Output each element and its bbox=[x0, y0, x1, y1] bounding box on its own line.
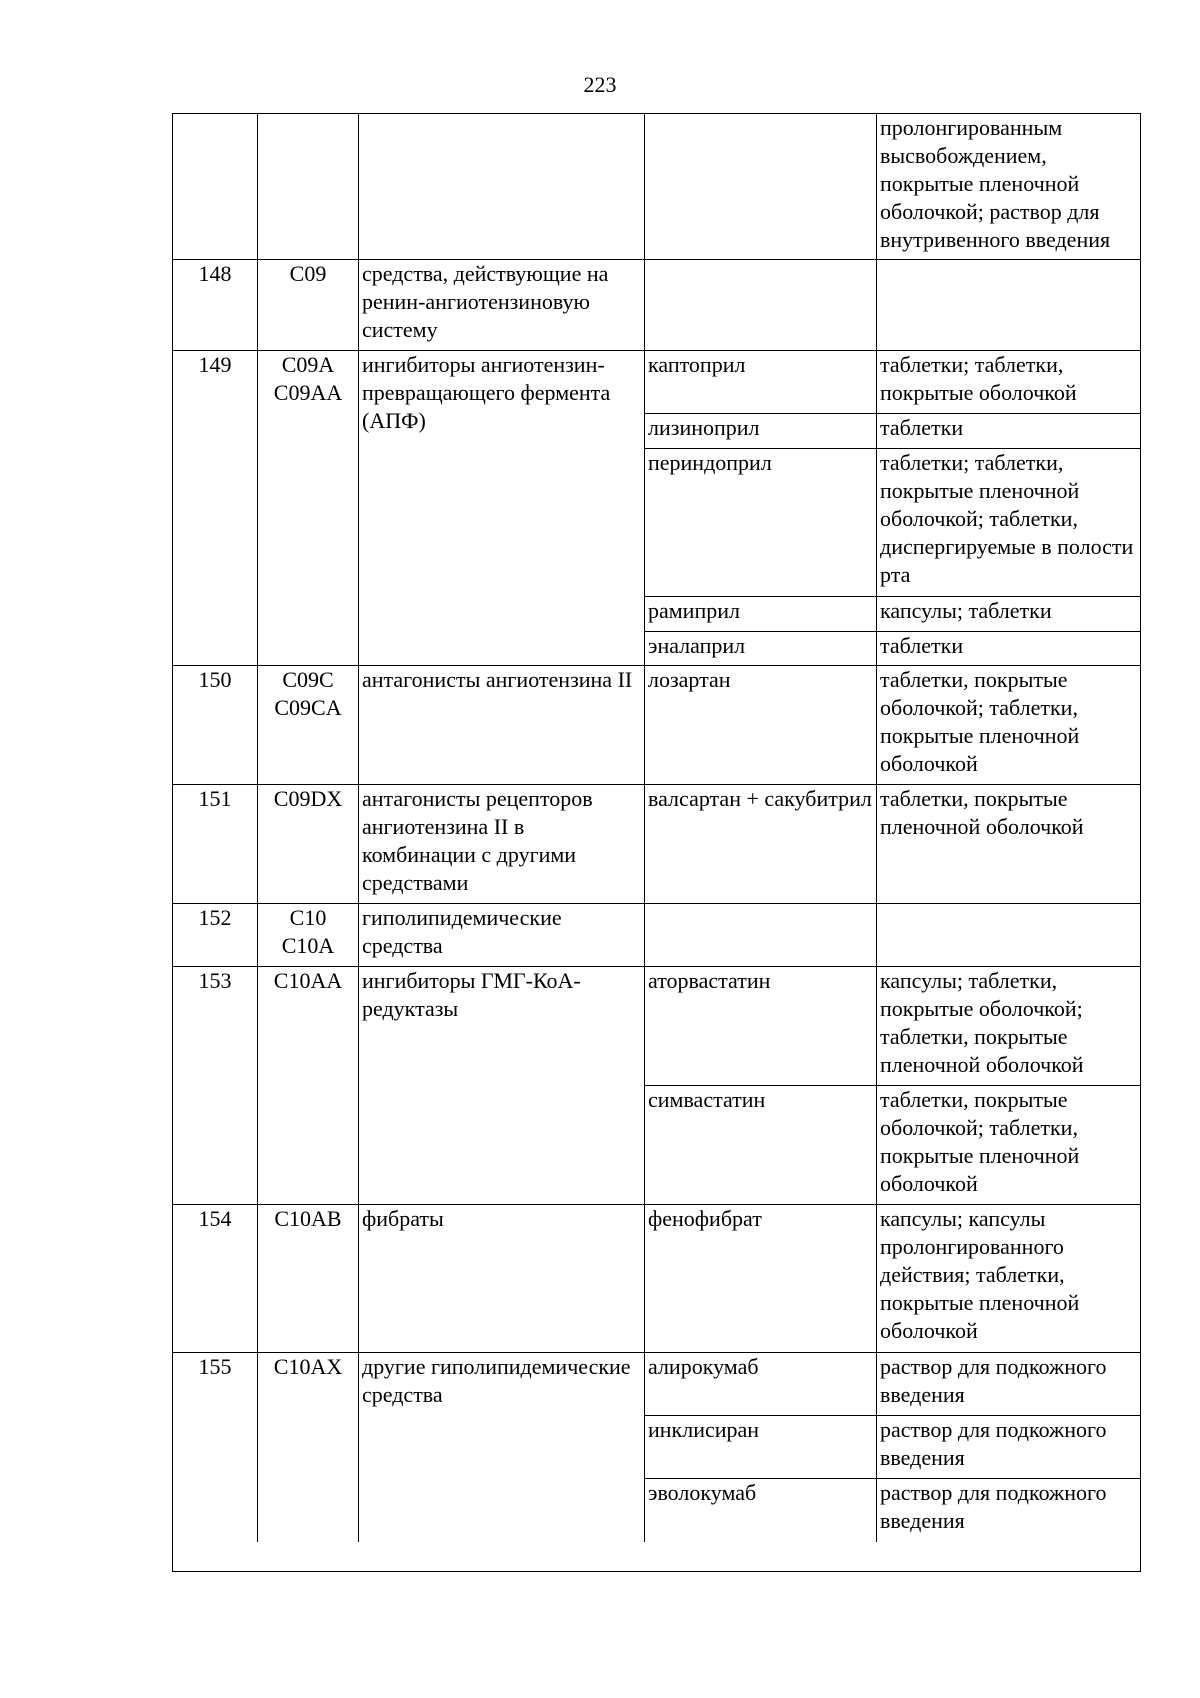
atc-code: C10AA bbox=[258, 967, 359, 1205]
table-row bbox=[173, 114, 1141, 260]
drug-table-frame bbox=[172, 113, 1141, 1572]
dosage-form: таблетки, покрытые оболочкой; таблетки, покрытые пленочной оболочкой bbox=[877, 666, 1141, 785]
drug-name: лозартан bbox=[645, 666, 877, 785]
table-row bbox=[173, 1353, 1141, 1416]
dosage-form bbox=[877, 904, 1141, 967]
dosage-form: таблетки bbox=[877, 632, 1141, 666]
dosage-form: капсулы; таблетки bbox=[877, 597, 1141, 632]
table-row bbox=[173, 785, 1141, 904]
atc-code: C10AB bbox=[258, 1205, 359, 1353]
dosage-form: раствор для подкожного введения bbox=[877, 1416, 1141, 1479]
table-row bbox=[173, 904, 1141, 967]
group-name: фибраты bbox=[359, 1205, 645, 1353]
drug-name: инклисиран bbox=[645, 1416, 877, 1479]
group-name: средства, действующие на ренин-ангиотензиновую систему bbox=[359, 260, 645, 351]
atc-code-line: C09A bbox=[281, 352, 335, 377]
row-number: 148 bbox=[173, 260, 258, 351]
page-number: 223 bbox=[583, 72, 617, 97]
atc-code: C09 bbox=[258, 260, 359, 351]
table-row bbox=[173, 967, 1141, 1086]
drug-name: фенофибрат bbox=[645, 1205, 877, 1353]
dosage-form: капсулы; таблетки, покрытые оболочкой; таблетки, покрытые пленочной оболочкой bbox=[877, 967, 1141, 1086]
atc-code bbox=[258, 666, 359, 785]
row-number: 153 bbox=[173, 967, 258, 1205]
atc-code-line: C09AA bbox=[273, 380, 343, 405]
atc-code bbox=[258, 114, 359, 260]
table-row bbox=[173, 260, 1141, 351]
drug-name bbox=[645, 260, 877, 351]
atc-code bbox=[258, 904, 359, 967]
group-name: антагонисты ангиотензина II bbox=[359, 666, 645, 785]
row-number: 154 bbox=[173, 1205, 258, 1353]
dosage-form: таблетки; таблетки, покрытые пленочной оболочкой; таблетки, диспергируемые в полости рта bbox=[877, 449, 1141, 597]
group-name: антагонисты рецепторов ангиотензина II в комбинации с другими средствами bbox=[359, 785, 645, 904]
atc-code: C09DX bbox=[258, 785, 359, 904]
drug-name: периндоприл bbox=[645, 449, 877, 597]
drug-name: аторвастатин bbox=[645, 967, 877, 1086]
dosage-form: таблетки bbox=[877, 414, 1141, 449]
table-row bbox=[173, 351, 1141, 414]
atc-code-line: C09C bbox=[282, 667, 334, 692]
row-number: 151 bbox=[173, 785, 258, 904]
group-name: гиполипидемические средства bbox=[359, 904, 645, 967]
drug-name: эволокумаб bbox=[645, 1479, 877, 1542]
drug-name: алирокумаб bbox=[645, 1353, 877, 1416]
dosage-form: раствор для подкожного введения bbox=[877, 1479, 1141, 1542]
drug-name: лизиноприл bbox=[645, 414, 877, 449]
atc-code-line: C09CA bbox=[274, 695, 342, 720]
group-name: другие гиполипидемические средства bbox=[359, 1353, 645, 1542]
drug-name bbox=[645, 114, 877, 260]
drug-name: валсартан + сакубитрил bbox=[645, 785, 877, 904]
atc-code bbox=[258, 351, 359, 666]
drug-name: эналаприл bbox=[645, 632, 877, 666]
dosage-form: таблетки, покрытые пленочной оболочкой bbox=[877, 785, 1141, 904]
dosage-form: таблетки; таблетки, покрытые оболочкой bbox=[877, 351, 1141, 414]
atc-code: C10AX bbox=[258, 1353, 359, 1542]
atc-code-line: C10A bbox=[281, 933, 335, 958]
group-name: ингибиторы ГМГ-КоА-редуктазы bbox=[359, 967, 645, 1205]
drug-name bbox=[645, 904, 877, 967]
dosage-form: пролонгированным высвобождением, покрытые пленочной оболочкой; раствор для внутривенного введения bbox=[877, 114, 1141, 260]
dosage-form bbox=[877, 260, 1141, 351]
group-name bbox=[359, 114, 645, 260]
row-number: 152 bbox=[173, 904, 258, 967]
drug-name: симвастатин bbox=[645, 1086, 877, 1205]
row-number bbox=[173, 114, 258, 260]
group-name: ингибиторы ангиотензин-превращающего фермента (АПФ) bbox=[359, 351, 645, 666]
drug-table bbox=[172, 113, 1141, 1542]
dosage-form: раствор для подкожного введения bbox=[877, 1353, 1141, 1416]
row-number: 150 bbox=[173, 666, 258, 785]
drug-name: рамиприл bbox=[645, 597, 877, 632]
atc-code-line: C10 bbox=[289, 905, 327, 930]
dosage-form: таблетки, покрытые оболочкой; таблетки, покрытые пленочной оболочкой bbox=[877, 1086, 1141, 1205]
table-row bbox=[173, 1205, 1141, 1353]
row-number: 155 bbox=[173, 1353, 258, 1542]
table-row bbox=[173, 666, 1141, 785]
drug-name: каптоприл bbox=[645, 351, 877, 414]
dosage-form: капсулы; капсулы пролонгированного действия; таблетки, покрытые пленочной оболочкой bbox=[877, 1205, 1141, 1353]
row-number: 149 bbox=[173, 351, 258, 666]
